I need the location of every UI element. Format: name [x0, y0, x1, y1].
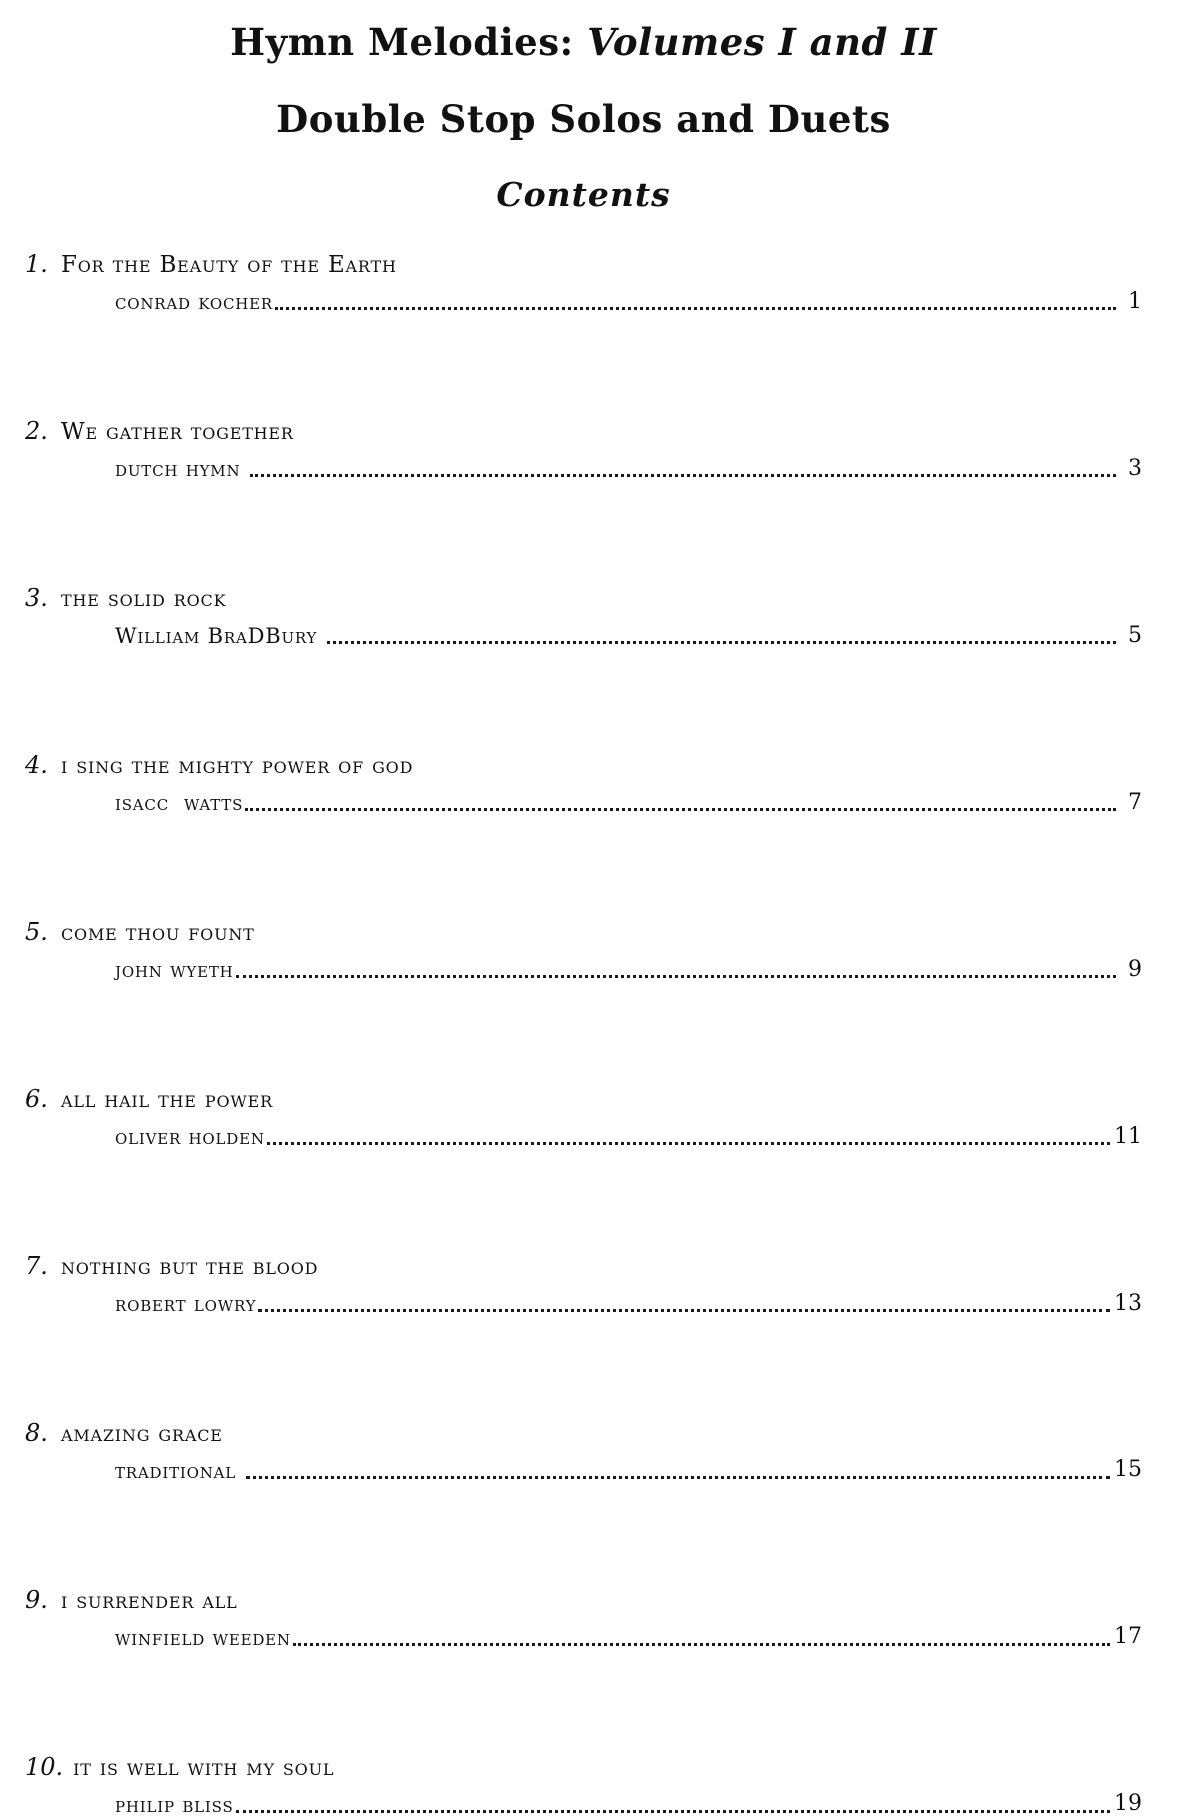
- page-title: [25, 20, 1142, 64]
- toc-list: [25, 250, 1142, 1818]
- entry-composer: William BraDBury: [115, 623, 325, 648]
- entry-title: i sing the mighty power of god: [61, 752, 414, 779]
- contents-heading: Contents: [496, 175, 671, 214]
- dot-leader: [267, 1142, 1110, 1145]
- entry-number: 3.: [25, 583, 48, 612]
- page-subtitle: Double Stop Solos and Duets: [276, 97, 891, 141]
- entry-title: amazing grace: [61, 1420, 223, 1447]
- entry-title-line: [25, 1753, 1142, 1783]
- entry-page-number: 19: [1114, 1791, 1142, 1817]
- dot-leader: [258, 1309, 1110, 1312]
- entry-title-line: [25, 417, 1142, 447]
- dot-leader: [275, 307, 1116, 310]
- entry-title-line: [25, 1085, 1142, 1115]
- entry-title-line: [25, 1586, 1142, 1616]
- entry-page-number: 15: [1114, 1457, 1142, 1483]
- entry-title: the solid rock: [61, 585, 227, 612]
- entry-number: 5.: [25, 917, 48, 946]
- entry-title: For the Beauty of the Earth: [61, 252, 397, 278]
- entry-composer-line: [25, 623, 1142, 649]
- toc-entry: [25, 1252, 1142, 1317]
- dot-leader: [327, 641, 1116, 644]
- entry-page-number: 7: [1128, 789, 1142, 815]
- entry-composer-line: [25, 1457, 1142, 1483]
- entry-title-line: [25, 584, 1142, 614]
- entry-title: all hail the power: [61, 1086, 273, 1113]
- page-title-roman: Hymn Melodies:: [230, 20, 588, 64]
- entry-composer-line: [25, 957, 1142, 983]
- entry-composer: winfield weeden: [115, 1625, 291, 1650]
- entry-title: come thou fount: [61, 919, 255, 946]
- entry-composer-line: [25, 1291, 1142, 1317]
- entry-composer: philip bliss: [115, 1792, 234, 1817]
- page-title-italic: Volumes I and II: [587, 20, 937, 64]
- toc-entry: [25, 1085, 1142, 1150]
- entry-composer: traditional: [115, 1458, 244, 1483]
- entry-composer: oliver holden: [115, 1124, 265, 1149]
- entry-composer-line: [25, 1624, 1142, 1650]
- entry-page-number: 1: [1128, 288, 1142, 314]
- dot-leader: [236, 975, 1116, 978]
- entry-title: We gather together: [61, 418, 294, 445]
- entry-number: 9.: [25, 1585, 48, 1614]
- entry-title: i surrender all: [61, 1587, 238, 1614]
- entry-number: 4.: [25, 750, 48, 779]
- entry-number: 7.: [25, 1251, 48, 1280]
- toc-entry: [25, 584, 1142, 649]
- entry-title-line: [25, 1252, 1142, 1282]
- entry-composer: conrad kocher: [115, 289, 274, 314]
- entry-number: 10.: [25, 1752, 64, 1781]
- entry-title-line: [25, 918, 1142, 948]
- entry-composer: isacc watts: [115, 790, 244, 815]
- entry-composer-line: [25, 1791, 1142, 1817]
- entry-title-line: [25, 250, 1142, 280]
- entry-composer-line: [25, 790, 1142, 816]
- entry-page-number: 11: [1114, 1123, 1142, 1149]
- entry-title: it is well with my soul: [73, 1754, 335, 1781]
- entry-page-number: 3: [1128, 455, 1142, 481]
- toc-entry: [25, 751, 1142, 816]
- entry-number: 1.: [25, 250, 48, 278]
- entry-page-number: 9: [1128, 956, 1142, 982]
- dot-leader: [293, 1643, 1110, 1646]
- entry-number: 6.: [25, 1084, 48, 1113]
- toc-entry: [25, 1586, 1142, 1651]
- entry-page-number: 17: [1114, 1624, 1142, 1650]
- entry-title-line: [25, 751, 1142, 781]
- toc-entry: [25, 918, 1142, 983]
- toc-entry: [25, 1419, 1142, 1484]
- entry-title-line: [25, 1419, 1142, 1449]
- entry-composer: dutch hymn: [115, 456, 248, 481]
- entry-composer: john wyeth: [115, 957, 234, 982]
- entry-number: 8.: [25, 1418, 48, 1447]
- dot-leader: [250, 474, 1116, 477]
- entry-composer-line: [25, 289, 1142, 315]
- entry-page-number: 13: [1114, 1290, 1142, 1316]
- entry-composer: robert lowry: [115, 1291, 257, 1316]
- toc-entry: [25, 1753, 1142, 1818]
- toc-entry: [25, 250, 1142, 315]
- entry-composer-line: [25, 456, 1142, 482]
- dot-leader: [246, 1476, 1110, 1479]
- entry-composer-line: [25, 1124, 1142, 1150]
- entry-number: 2.: [25, 416, 48, 445]
- dot-leader: [236, 1810, 1110, 1813]
- entry-title: nothing but the blood: [61, 1253, 319, 1280]
- dot-leader: [245, 808, 1116, 811]
- entry-page-number: 5: [1128, 622, 1142, 648]
- toc-entry: [25, 417, 1142, 482]
